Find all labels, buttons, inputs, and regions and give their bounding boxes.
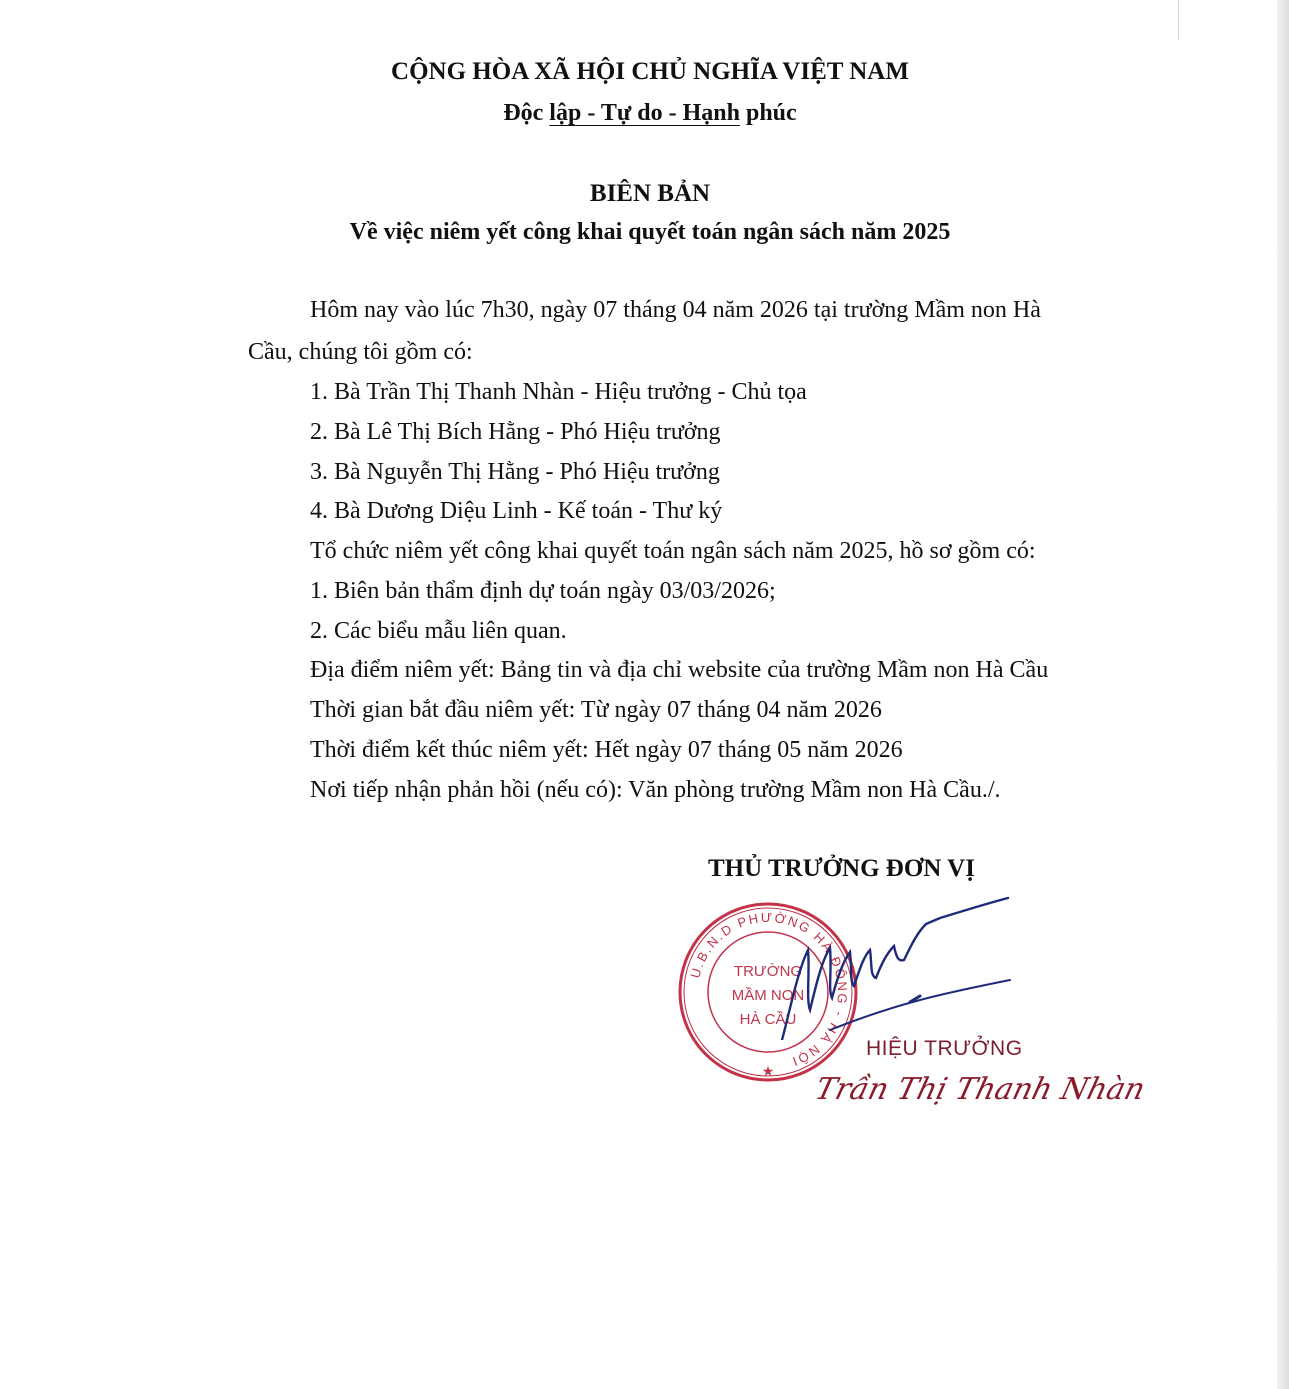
intro-line-1: Hôm nay vào lúc 7h30, ngày 07 tháng 04 năm 2026 tại trường Mầm non Hà [310, 297, 1041, 323]
motto-part-3: phúc [739, 100, 797, 126]
signature-title: THỦ TRƯỞNG ĐƠN VỊ [708, 855, 975, 882]
stamp-star-icon: ★ [761, 1064, 775, 1080]
national-motto [0, 100, 1289, 127]
document-type: BIÊN BẢN [589, 180, 711, 207]
signature-stroke-main [782, 898, 1008, 1040]
motto-part-2: lập - Tự do - Hạnh [549, 100, 740, 126]
location-line: Địa điểm niêm yết: Bảng tin và địa chỉ website của trường Mầm non Hà Cầu [310, 657, 1049, 683]
stamp-inner-line-2: MẦM NON [731, 987, 805, 1004]
member-item: 2. Bà Lê Thị Bích Hằng - Phó Hiệu trưởng [310, 419, 721, 445]
stamp-inner-line-1: TRƯỜNG [733, 963, 803, 980]
stamp-outer-text: U.B.N.D PHƯỜNG HÀ ĐÔNG - HÀ NỘI [687, 909, 851, 1070]
member-item: 4. Bà Dương Diệu Linh - Kế toán - Thư ký [310, 498, 723, 524]
feedback-line: Nơi tiếp nhận phản hồi (nếu có): Văn phòng trường Mầm non Hà Cầu./. [310, 777, 1001, 803]
end-time-line: Thời điểm kết thúc niêm yết: Hết ngày 07 tháng 05 năm 2026 [310, 737, 903, 763]
organize-line: Tổ chức niêm yết công khai quyết toán ngân sách năm 2025, hồ sơ gồm có: [310, 538, 1036, 564]
signature-graphic [760, 890, 1020, 1040]
national-title: CỘNG HÒA XÃ HỘI CHỦ NGHĨA VIỆT NAM [391, 58, 909, 85]
member-item: 3. Bà Nguyễn Thị Hằng - Phó Hiệu trưởng [310, 459, 720, 485]
signer-position: HIỆU TRƯỞNG [866, 1037, 1023, 1060]
motto-part-1: Độc [503, 100, 550, 126]
member-item: 1. Bà Trần Thị Thanh Nhàn - Hiệu trưởng - Chủ tọa [310, 379, 807, 405]
document-item: 2. Các biểu mẫu liên quan. [310, 618, 567, 644]
intro-line-2: Cầu, chúng tôi gồm có: [248, 339, 473, 365]
document-subject: Về việc niêm yết công khai quyết toán ngân sách năm 2025 [349, 219, 951, 245]
signer-name: Trần Thị Thanh Nhàn [811, 1072, 1149, 1107]
page-edge-shadow [1277, 0, 1289, 1389]
start-time-line: Thời gian bắt đầu niêm yết: Từ ngày 07 tháng 04 năm 2026 [310, 697, 882, 723]
document-item: 1. Biên bản thẩm định dự toán ngày 03/03/2026; [310, 578, 776, 604]
page-edge-line [1178, 0, 1179, 40]
handwritten-signature [760, 890, 1020, 1040]
stamp-inner-line-3: HÀ CẦU [739, 1011, 797, 1028]
signature-stroke-underline [830, 980, 1010, 1030]
